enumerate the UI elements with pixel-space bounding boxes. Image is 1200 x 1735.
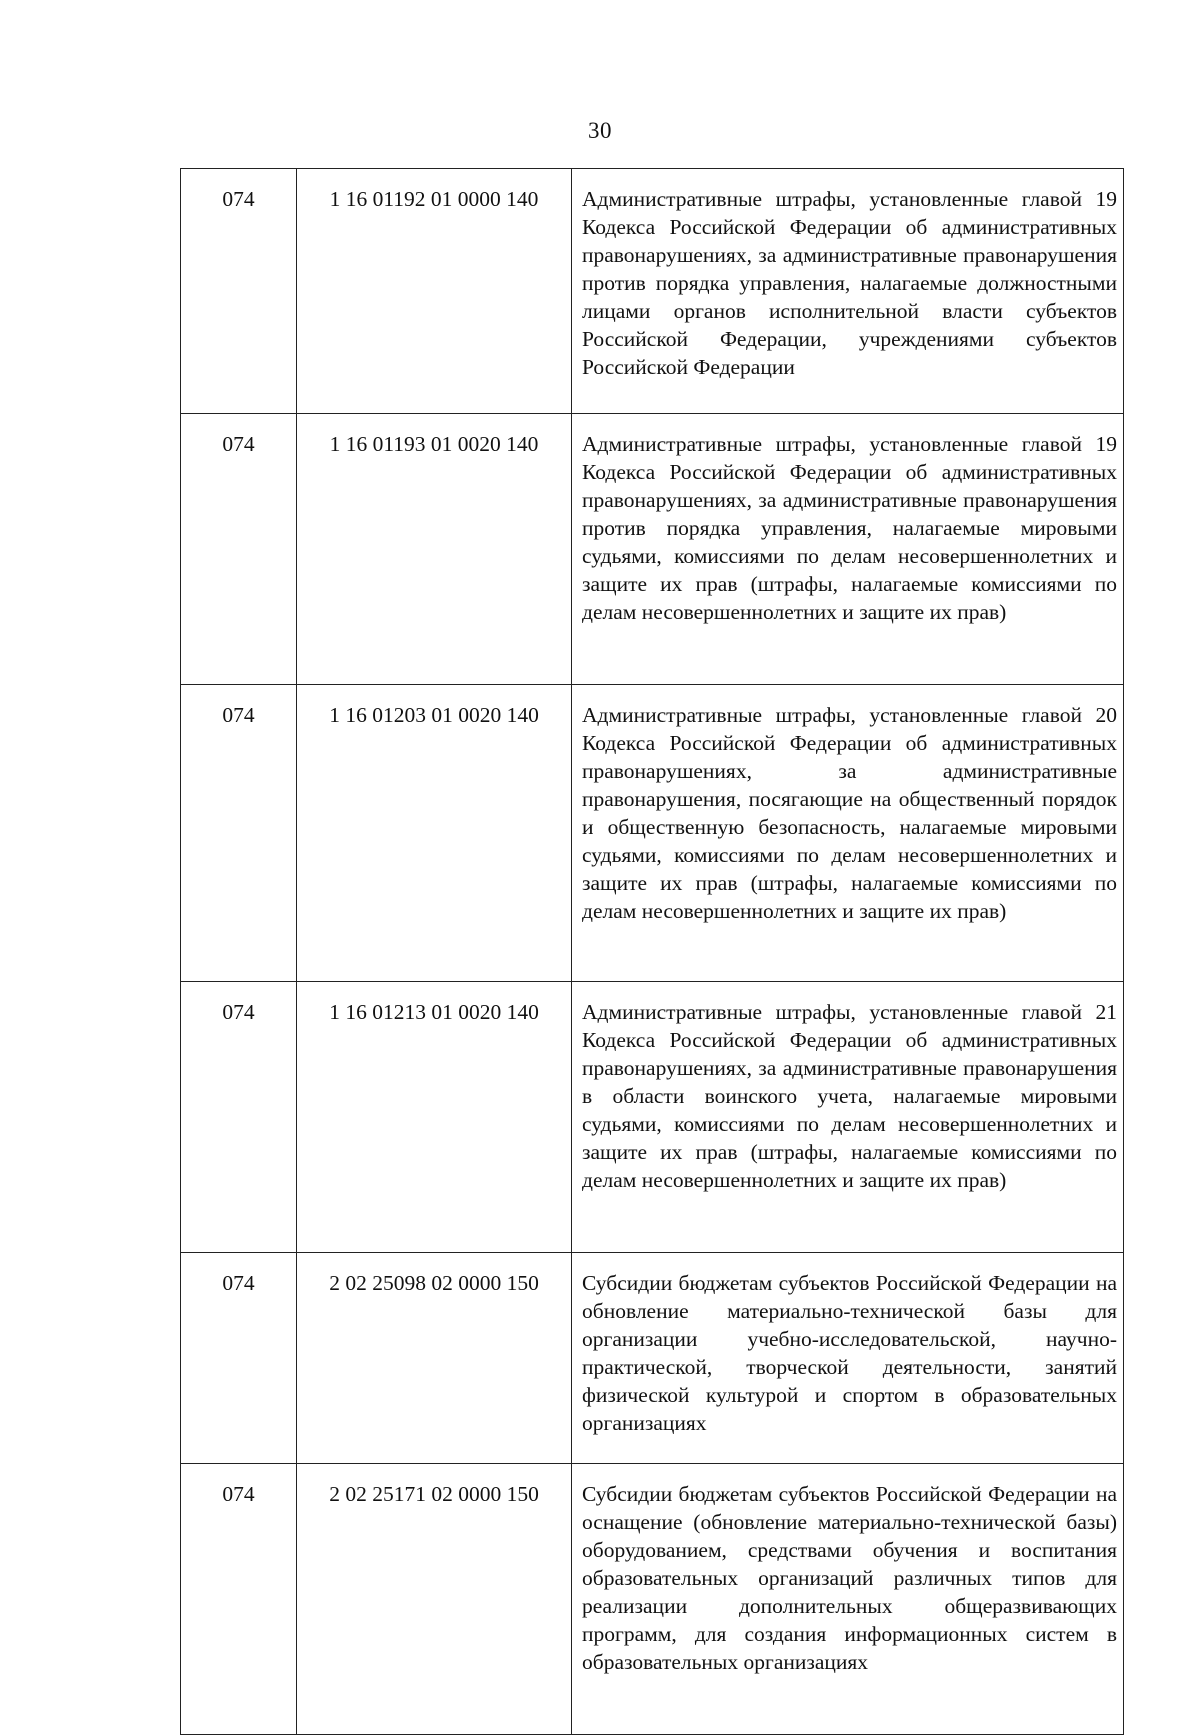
- budget-codes-table: [180, 168, 1124, 1735]
- budget-code-cell: 2 02 25098 02 0000 150: [297, 1253, 572, 1464]
- table-row: [181, 685, 1124, 982]
- budget-code-cell: 1 16 01213 01 0020 140: [297, 982, 572, 1253]
- budget-code-cell: 1 16 01203 01 0020 140: [297, 685, 572, 982]
- description-cell: Субсидии бюджетам субъектов Российской Федерации на обновление материально-технической базы для организации учебно-исследовательской, научно-практической, творческой деятельности, занятий физической культурой и спортом в образовательных организациях: [572, 1253, 1124, 1464]
- admin-code-cell: 074: [181, 1253, 297, 1464]
- description-cell: Субсидии бюджетам субъектов Российской Федерации на оснащение (обновление материально-технической базы) оборудованием, средствами обучения и воспитания образовательных организаций различных типов для реализации дополнительных общеразвивающих программ, для создания информационных систем в образовательных организациях: [572, 1464, 1124, 1735]
- admin-code-cell: 074: [181, 685, 297, 982]
- description-cell: Административные штрафы, установленные главой 21 Кодекса Российской Федерации об административных правонарушениях, за административные правонарушения в области воинского учета, налагаемые мировыми судьями, комиссиями по делам несовершеннолетних и защите их прав (штрафы, налагаемые комиссиями по делам несовершеннолетних и защите их прав): [572, 982, 1124, 1253]
- budget-code-cell: 2 02 25171 02 0000 150: [297, 1464, 572, 1735]
- description-cell: Административные штрафы, установленные главой 19 Кодекса Российской Федерации об административных правонарушениях, за административные правонарушения против порядка управления, налагаемые должностными лицами органов исполнительной власти субъектов Российской Федерации, учреждениями субъектов Российской Федерации: [572, 169, 1124, 414]
- description-cell: Административные штрафы, установленные главой 20 Кодекса Российской Федерации об административных правонарушениях, за административные правонарушения, посягающие на общественный порядок и общественную безопасность, налагаемые мировыми судьями, комиссиями по делам несовершеннолетних и защите их прав (штрафы, налагаемые комиссиями по делам несовершеннолетних и защите их прав): [572, 685, 1124, 982]
- admin-code-cell: 074: [181, 982, 297, 1253]
- description-cell: Административные штрафы, установленные главой 19 Кодекса Российской Федерации об административных правонарушениях, за административные правонарушения против порядка управления, налагаемые мировыми судьями, комиссиями по делам несовершеннолетних и защите их прав (штрафы, налагаемые комиссиями по делам несовершеннолетних и защите их прав): [572, 414, 1124, 685]
- budget-code-cell: 1 16 01192 01 0000 140: [297, 169, 572, 414]
- table-row: [181, 169, 1124, 414]
- admin-code-cell: 074: [181, 414, 297, 685]
- admin-code-cell: 074: [181, 169, 297, 414]
- page-number: 30: [588, 118, 612, 143]
- table-row: [181, 982, 1124, 1253]
- table-row: [181, 1464, 1124, 1735]
- budget-code-cell: 1 16 01193 01 0020 140: [297, 414, 572, 685]
- admin-code-cell: 074: [181, 1464, 297, 1735]
- table-row: [181, 414, 1124, 685]
- table-row: [181, 1253, 1124, 1464]
